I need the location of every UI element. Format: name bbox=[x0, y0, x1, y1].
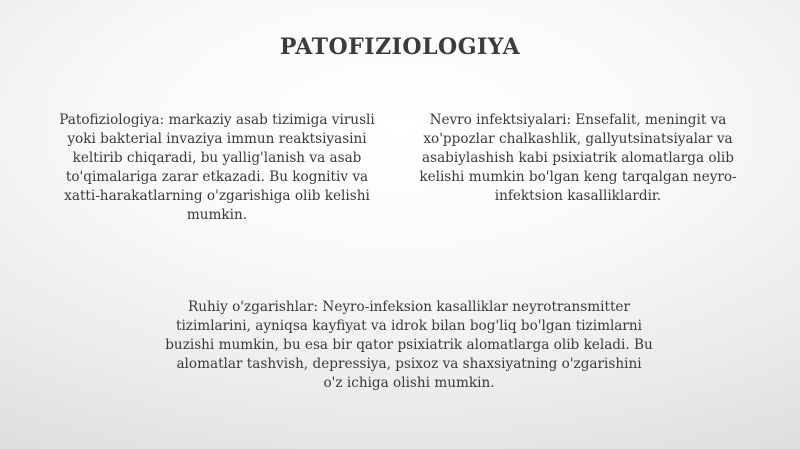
neuro-infections-text: Nevro infektsiyalari: Ensefalit, meningit va xo'ppozlar chalkashlik, gallyutsinatsiyalar va asabiylashish kabi psixiatrik alomatlarga olib kelishi mumkin bo'lgan keng tarqalgan neyro-infektsion kasalliklardir. bbox=[419, 112, 737, 204]
slide-title: PATOFIZIOLOGIYA bbox=[279, 34, 521, 60]
pathophysiology-text: Patofiziologiya: markaziy asab tizimiga virusli yoki bakterial invaziya immun reaktsiyasini keltirib chiqaradi, bu yallig'lanish va asab to'qimalariga zarar etkazadi. Bu kognitiv va xatti-harakatlarning o'zgarishiga olib kelishi mumkin. bbox=[59, 112, 375, 223]
mental-changes-text: Ruhiy o'zgarishlar: Neyro-infeksion kasalliklar neyrotransmitter tizimlarini, ayniqsa kayfiyat va idrok bilan bog'liq bo'lgan tizimlarni buzishi mumkin, bu esa bir qator psixiatrik alomatlarga olib keladi. Bu alomatlar tashvish, depressiya, psixoz va shaxsiyatning o'zgarishini o'z ichiga olishi mumkin. bbox=[165, 299, 653, 391]
